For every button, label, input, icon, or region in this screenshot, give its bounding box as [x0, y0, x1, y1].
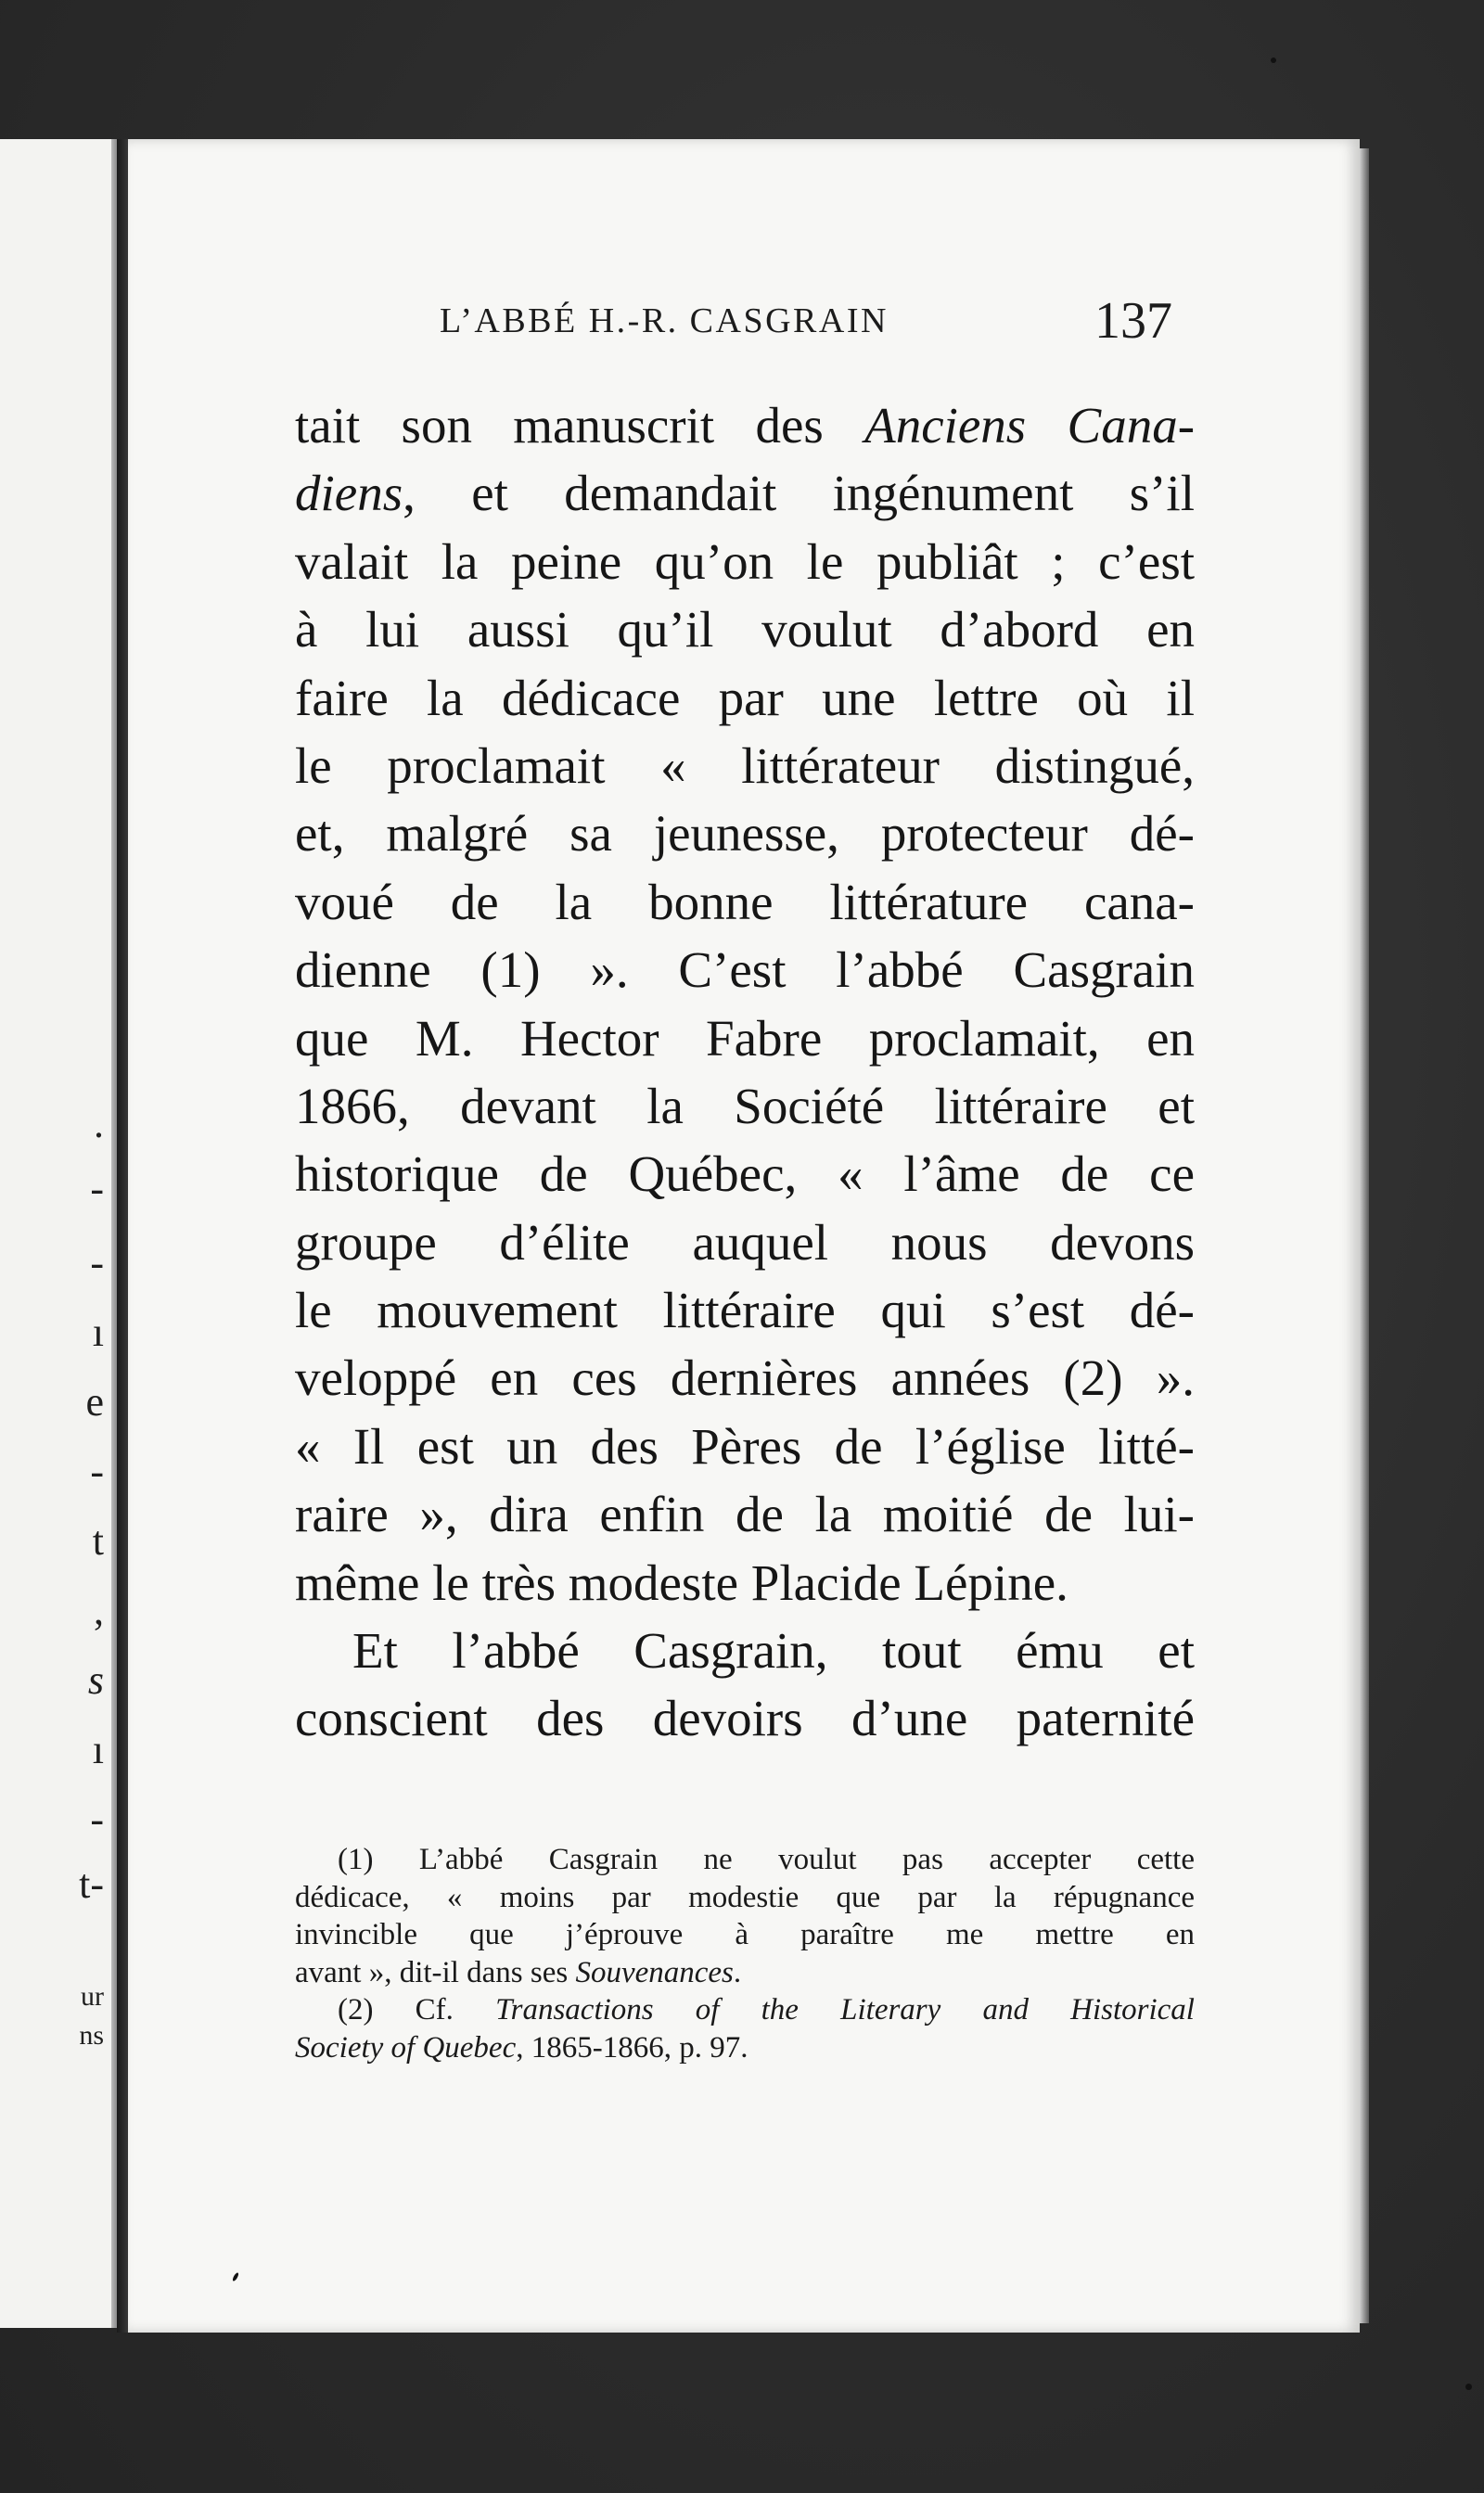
- left-margin-fragment: ur: [81, 1981, 104, 2012]
- text-line: que M. Hector Fabre proclamait, en: [295, 1009, 1195, 1067]
- scan-speck: [1465, 2384, 1472, 2390]
- text-line: raire », dira enfin de la moitié de lui-: [295, 1486, 1195, 1543]
- text-line: dienne (1) ». C’est l’abbé Casgrain: [295, 941, 1195, 999]
- left-margin-fragment: ı: [92, 1727, 104, 1772]
- left-margin-fragment: t-: [79, 1861, 104, 1907]
- text-line: le proclamait « littérateur distingué,: [295, 736, 1195, 794]
- footnote-line: Society of Quebec, 1865-1866, p. 97.: [295, 2030, 748, 2065]
- footnotes: [295, 1841, 1195, 2066]
- text-line: 1866, devant la Société littéraire et: [295, 1077, 1195, 1134]
- left-margin-fragment: ı: [92, 1310, 104, 1355]
- text-line: conscient des devoirs d’une paternité: [295, 1690, 1195, 1747]
- footnote-line: dédicace, « moins par modestie que par la répugnance: [295, 1880, 1195, 1914]
- text-line: « Il est un des Pères de l’église litté-: [295, 1417, 1195, 1475]
- scan-speck: [1271, 58, 1276, 63]
- text-line: diens, et demandait ingénument s’il: [295, 465, 1195, 522]
- facing-page-edge: [0, 139, 121, 2328]
- left-margin-fragment: -: [90, 1449, 104, 1494]
- left-margin-fragment: e: [85, 1379, 104, 1425]
- text-line: faire la dédicace par une lettre où il: [295, 669, 1195, 726]
- left-margin-fragment: s: [87, 1657, 104, 1703]
- left-margin-fragment: -: [90, 1240, 104, 1285]
- text-line: historique de Québec, « l’âme de ce: [295, 1145, 1195, 1203]
- page-header: [440, 292, 1172, 352]
- left-margin-fragment: .: [94, 1101, 104, 1146]
- text-line: valait la peine qu’on le publiât ; c’est: [295, 532, 1195, 590]
- text-line: tait son manuscrit des Anciens Cana-: [295, 397, 1196, 454]
- text-line: voué de la bonne littérature cana-: [295, 873, 1195, 930]
- footnote-line: invincible que j’éprouve à paraître me mettre en: [295, 1918, 1195, 1951]
- body-text: [295, 391, 1195, 1753]
- text-line: le mouvement littéraire qui s’est dé-: [295, 1282, 1195, 1339]
- left-margin-fragment: ns: [79, 2020, 104, 2051]
- text-line: Et l’abbé Casgrain, tout ému et: [352, 1622, 1195, 1680]
- text-line: même le très modeste Placide Lépine.: [295, 1553, 1068, 1611]
- text-line: veloppé en ces dernières années (2) ».: [295, 1349, 1195, 1407]
- text-line: à lui aussi qu’il voulut d’abord en: [295, 601, 1195, 658]
- footnote-line: (2) Cf. Transactions of the Literary and Historical: [338, 1993, 1195, 2026]
- left-margin-fragment: t: [92, 1518, 104, 1564]
- left-margin-fragment: ,: [94, 1588, 104, 1633]
- left-margin-fragment: -: [90, 1166, 104, 1211]
- footnote-line: avant », dit-il dans ses Souvenances.: [295, 1955, 742, 1989]
- running-head: L’ABBÉ H.-R. CASGRAIN: [440, 301, 889, 340]
- left-margin-fragment: -: [90, 1796, 104, 1842]
- text-line: et, malgré sa jeunesse, protecteur dé-: [295, 805, 1195, 863]
- page-edge-shadow: [1360, 148, 1369, 2323]
- text-line: groupe d’élite auquel nous devons: [295, 1213, 1195, 1271]
- footnote-line: (1) L’abbé Casgrain ne voulut pas accepter cette: [338, 1843, 1195, 1876]
- page-number: 137: [1094, 292, 1172, 350]
